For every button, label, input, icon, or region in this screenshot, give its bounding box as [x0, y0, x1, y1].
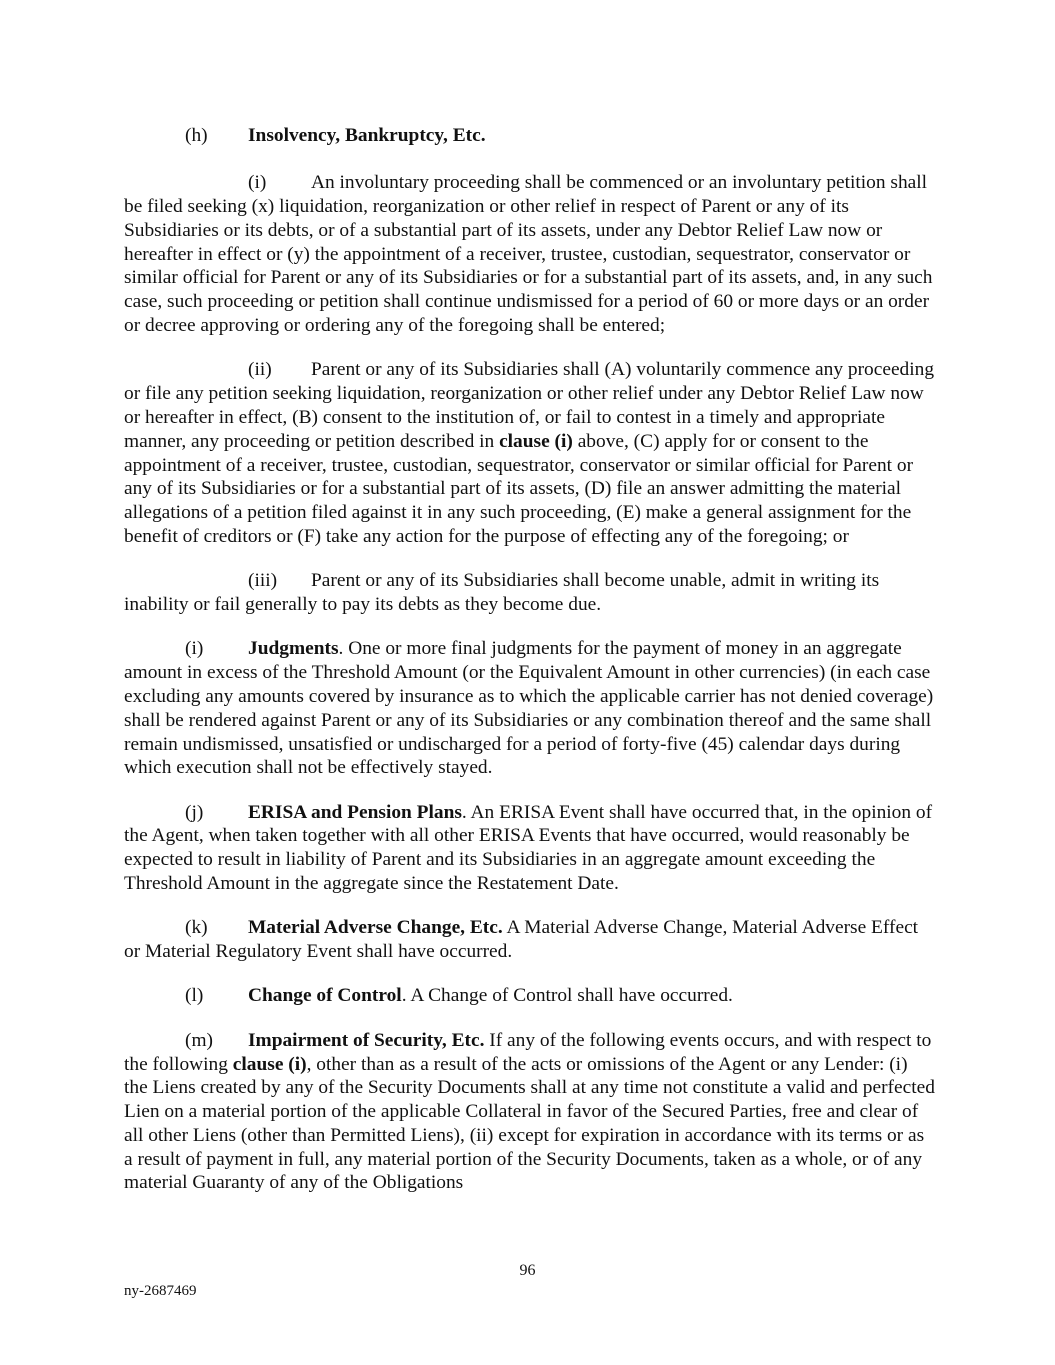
section-l-text: . A Change of Control shall have occurred.: [401, 985, 733, 1007]
section-i-paragraph: [124, 637, 936, 780]
section-h-i-text: An involuntary proceeding shall be commenced or an involuntary petition shall be filed seeking (x) liquidation, reorganization or other relief in respect of Parent or any of its Subsidiaries or its debts, or of a substantial part of its assets, under any Debtor Relief Law now or hereafter in effect or (y) the appointment of a receiver, trustee, custodian, sequestrator, conservator or similar official for Parent or any of its Subsidiaries or for a substantial part of its assets, and, in any such case, such proceeding or petition shall continue undismissed for a period of 60 or more days or an order or decree approving or ordering any of the foregoing shall be entered;: [124, 172, 933, 337]
section-m-text-b: , other than as a result of the acts or omissions of the Agent or any Lender: (i) the Liens created by any of the Security Documents shall at any time not constitute a valid and perfected Lien on a material portion of the applicable Collateral in favor of the Secured Parties, free and clear of all other Liens (other than Permitted Liens), (ii) except for expiration in accordance with its terms or as a result of payment in full, any material portion of the Security Documents, taken as a whole, or of any material Guaranty of any of the Obligations: [124, 1053, 935, 1194]
section-h-ii-label: (ii): [248, 359, 272, 381]
section-h-heading: [124, 124, 936, 148]
section-m-label: (m): [185, 1029, 213, 1051]
section-l-label: (l): [185, 985, 204, 1007]
section-h-iii-paragraph: [124, 569, 936, 617]
section-h-ii-clause-ref: clause (i): [499, 430, 573, 452]
section-j-text: . An ERISA Event shall have occurred that, in the opinion of the Agent, when taken together with all other ERISA Events that have occurred, would reasonably be expected to result in liability of Parent and its Subsidiaries in an aggregate amount exceeding the Threshold Amount in the aggregate since the Restatement Date.: [124, 801, 933, 895]
section-l-paragraph: [124, 984, 936, 1008]
document-id: ny-2687469: [124, 1283, 197, 1299]
section-h-iii-text: Parent or any of its Subsidiaries shall become unable, admit in writing its inability or fail generally to pay its debts as they become due.: [124, 570, 880, 616]
section-j-title: ERISA and Pension Plans: [248, 801, 462, 823]
section-m-paragraph: [124, 1029, 936, 1196]
section-h-i-label: (i): [248, 172, 267, 194]
section-h-iii-label: (iii): [248, 570, 278, 592]
section-h-title: Insolvency, Bankruptcy, Etc.: [248, 125, 486, 146]
section-l-title: Change of Control: [248, 985, 402, 1007]
section-k-title: Material Adverse Change, Etc.: [248, 917, 503, 939]
page-number: 96: [519, 1262, 536, 1279]
page-content: [124, 124, 936, 1216]
section-i-text: . One or more final judgments for the payment of money in an aggregate amount in excess of the Threshold Amount (or the Equivalent Amount in other currencies) (in each case excluding any amounts covered by insurance as to which the applicable carrier has not denied coverage) shall be rendered against Parent or any of its Subsidiaries or any combination thereof and the same shall remain undismissed, unsatisfied or undischarged for a period of forty-five (45) calendar days during which execution shall not be effectively stayed.: [124, 638, 934, 779]
section-j-label: (j): [185, 801, 204, 823]
section-m-title: Impairment of Security, Etc.: [248, 1029, 485, 1051]
section-k-label: (k): [185, 917, 208, 939]
section-h-label: (h): [185, 125, 208, 146]
section-h-ii-text-a: Parent or any of its Subsidiaries shall (A) voluntarily commence any proceeding or file any petition seeking liquidation, reorganization or other relief under any Debtor Relief Law now or hereafter in effect, (B) consent to the institution of, or fail to contest in a timely and appropriate manner, any proceeding or petition described in: [124, 359, 935, 452]
section-m-text-a: If any of the following events occurs, and with respect to the following: [124, 1029, 932, 1075]
section-k-text: A Material Adverse Change, Material Adverse Effect or Material Regulatory Event shall have occurred.: [124, 917, 919, 963]
section-h-i-paragraph: [124, 171, 936, 338]
section-k-paragraph: [124, 916, 936, 964]
section-j-paragraph: [124, 801, 936, 896]
section-m-clause-ref: clause (i): [232, 1053, 307, 1075]
section-i-label: (i): [185, 638, 204, 660]
section-h-ii-paragraph: [124, 358, 936, 548]
section-h-ii-text-b: above, (C) apply for or consent to the appointment of a receiver, trustee, custodian, sequestrator, conservator or similar official for Parent or any of its Subsidiaries or for a substantial part of its assets, (D) file an answer admitting the material allegations of a petition filed against it in any such proceeding, (E) make a general assignment for the benefit of creditors or (F) take any action for the purpose of effecting any of the foregoing; or: [124, 430, 914, 547]
section-i-title: Judgments: [248, 638, 339, 660]
